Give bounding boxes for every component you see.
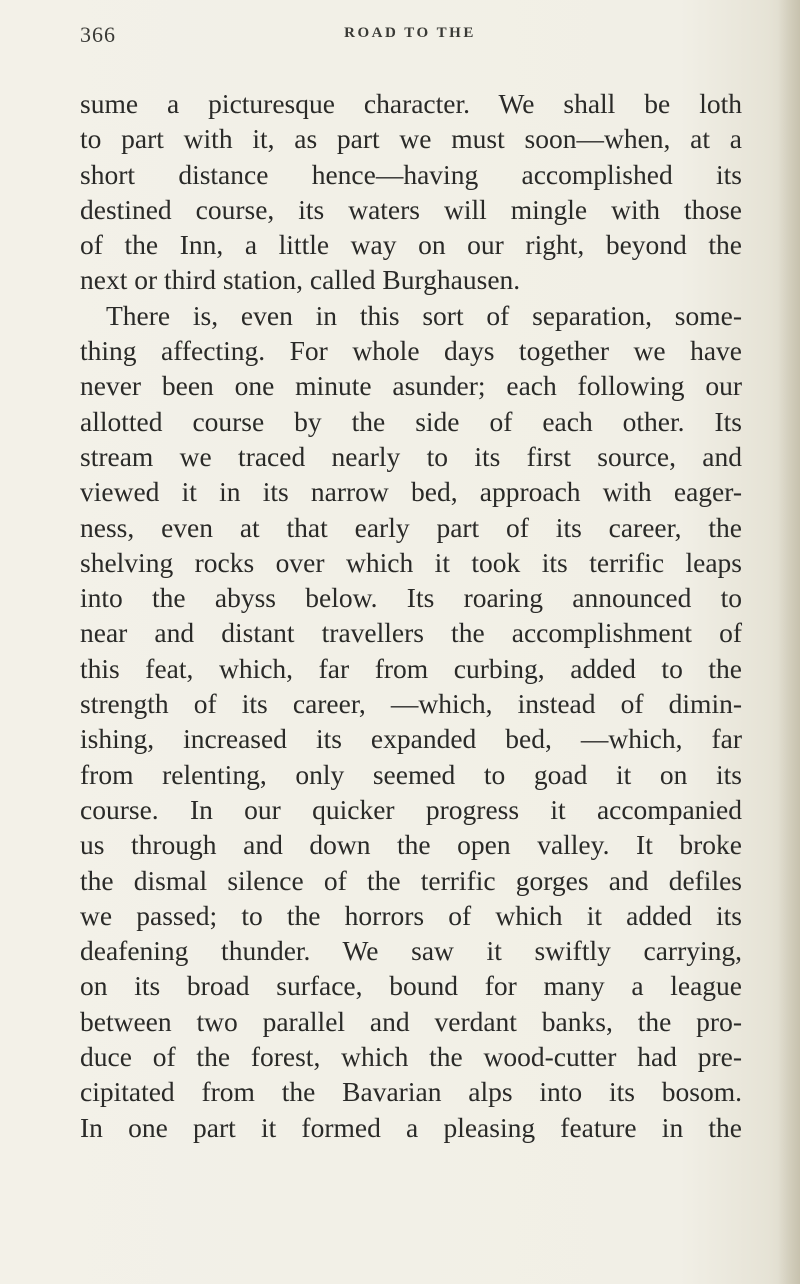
- text-line: from relenting, only seemed to goad it on its: [80, 758, 742, 790]
- text-line: short distance hence—having accomplished its: [80, 158, 742, 190]
- page-edge-shadow: [778, 0, 800, 1284]
- text-line: strength of its career, —which, instead of dimin-: [80, 688, 742, 720]
- page-number: 366: [80, 22, 116, 47]
- text-line: ness, even at that early part of its career, the: [80, 511, 742, 543]
- text-line: on its broad surface, bound for many a league: [80, 970, 742, 1002]
- text-line: us through and down the open valley. It broke: [80, 829, 742, 861]
- body-text: [80, 86, 742, 1145]
- text-line: ishing, increased its expanded bed, —which, far: [80, 723, 742, 755]
- text-line: never been one minute asunder; each following our: [80, 370, 742, 402]
- text-line: duce of the forest, which the wood-cutter had pre-: [80, 1041, 742, 1073]
- text-line: In one part it formed a pleasing feature in the: [80, 1111, 742, 1143]
- text-line: destined course, its waters will mingle with those: [80, 193, 742, 225]
- text-line: stream we traced nearly to its first source, and: [80, 440, 742, 472]
- text-line: viewed it in its narrow bed, approach with eager-: [80, 476, 742, 508]
- text-line: we passed; to the horrors of which it added its: [80, 899, 742, 931]
- page-header: [80, 22, 740, 52]
- text-line: deafening thunder. We saw it swiftly carrying,: [80, 935, 742, 967]
- running-head: ROAD TO THE: [344, 25, 476, 41]
- text-line: near and distant travellers the accomplishment of: [80, 617, 742, 649]
- text-line: to part with it, as part we must soon—when, at a: [80, 123, 742, 155]
- text-line: sume a picturesque character. We shall be loth: [80, 88, 742, 119]
- text-line: allotted course by the side of each other. Its: [80, 405, 742, 437]
- text-line: next or third station, called Burghausen.: [80, 264, 521, 296]
- text-line: into the abyss below. Its roaring announced to: [80, 582, 742, 614]
- text-line: of the Inn, a little way on our right, beyond the: [80, 229, 742, 261]
- text-line: this feat, which, far from curbing, added to the: [80, 652, 742, 684]
- text-line: the dismal silence of the terrific gorges and defiles: [80, 864, 742, 896]
- text-line: course. In our quicker progress it accompanied: [80, 793, 742, 825]
- text-line: cipitated from the Bavarian alps into its bosom.: [80, 1076, 742, 1108]
- text-line: shelving rocks over which it took its terrific leaps: [80, 546, 742, 578]
- text-line: There is, even in this sort of separation, some-: [106, 299, 742, 331]
- text-line: thing affecting. For whole days together we have: [80, 335, 742, 367]
- text-line: between two parallel and verdant banks, the pro-: [80, 1005, 742, 1037]
